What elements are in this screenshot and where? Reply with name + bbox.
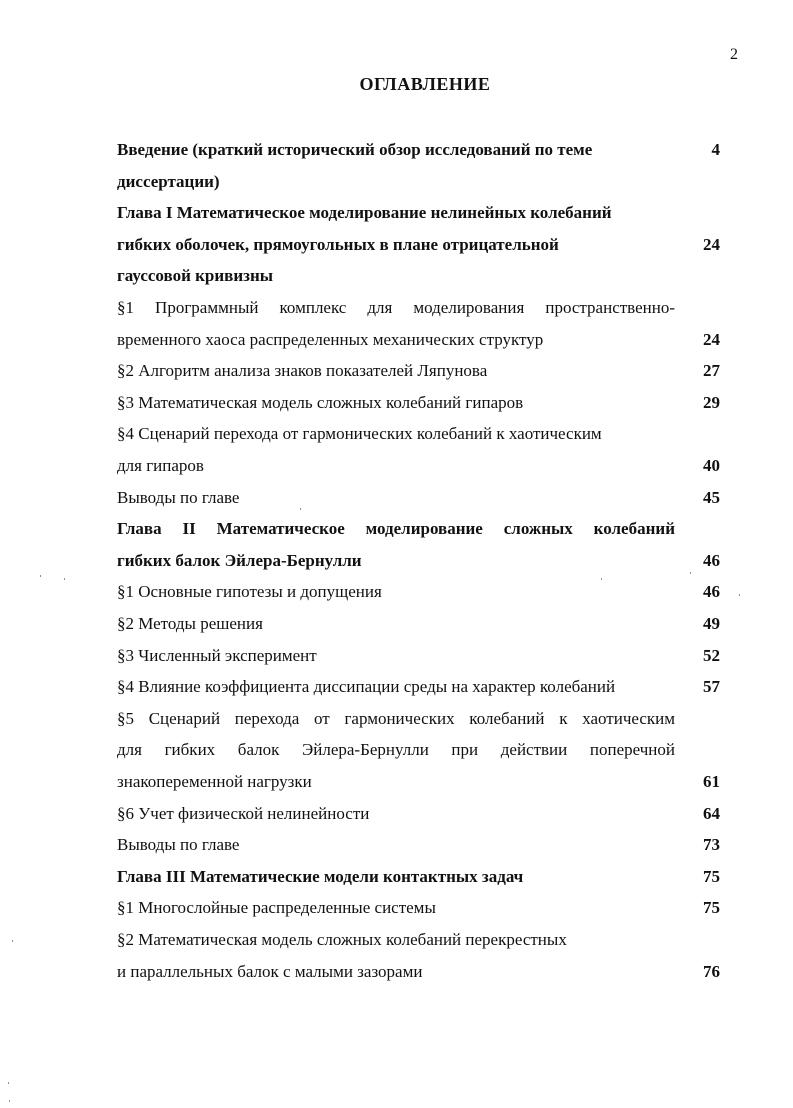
toc-entry-text: §6 Учет физической нелинейности [117, 804, 370, 823]
toc-entry-page-number: 76 [703, 962, 720, 981]
toc-entry-page-number: 61 [703, 772, 720, 791]
toc-entry-page-number: 46 [703, 551, 720, 570]
toc-entry-page-number: 73 [703, 835, 720, 854]
toc-entry-page-number: 4 [711, 140, 720, 159]
scan-speck [40, 575, 41, 577]
toc-entry-text: гауссовой кривизны [117, 266, 274, 285]
scan-speck [12, 940, 13, 942]
toc-entry-text: §2 Методы решения [117, 614, 263, 633]
toc-entry-text: временного хаоса распределенных механических структур [117, 330, 544, 349]
toc-entry-text: Выводы по главе [117, 488, 240, 507]
scan-speck [690, 572, 691, 574]
toc-entry-text: для гипаров [117, 456, 204, 475]
toc-entry-text: §3 Численный эксперимент [117, 646, 317, 665]
toc-entry-text: §5 Сценарий перехода от гармонических колебаний к хаотическим [117, 709, 675, 728]
toc-entry-page-number: 24 [703, 330, 720, 349]
toc-entry-page-number: 24 [703, 235, 720, 254]
toc-entry-text: §4 Сценарий перехода от гармонических колебаний к хаотическим [117, 424, 602, 443]
scan-speck [9, 1100, 10, 1102]
toc-entry-text: §1 Основные гипотезы и допущения [117, 582, 382, 601]
toc-entry-page-number: 75 [703, 867, 720, 886]
toc-entry-page-number: 29 [703, 393, 720, 412]
toc-entry-page-number: 52 [703, 646, 720, 665]
toc-entry-text: знакопеременной нагрузки [117, 772, 312, 791]
toc-entry-text: §3 Математическая модель сложных колебаний гипаров [117, 393, 524, 412]
page-title: ОГЛАВЛЕНИЕ [359, 74, 491, 94]
toc-entry-text: §2 Математическая модель сложных колебаний перекрестных [117, 930, 567, 949]
toc-entry-text: Глава I Математическое моделирование нелинейных колебаний [117, 203, 612, 222]
toc-entry-text: гибких оболочек, прямоугольных в плане отрицательной [117, 235, 559, 254]
toc-entry-text: Глава II Математическое моделирование сложных колебаний [117, 519, 675, 538]
toc-entry-text: для гибких балок Эйлера-Бернулли при действии поперечной [117, 740, 675, 759]
toc-entry-page-number: 49 [703, 614, 720, 633]
toc-entry-text: диссертации) [117, 172, 220, 191]
toc-entry-page-number: 27 [703, 361, 720, 380]
scan-speck [8, 1082, 9, 1084]
toc-entry-text: Введение (краткий исторический обзор исследований по теме [117, 140, 593, 159]
toc-entry-page-number: 64 [703, 804, 720, 823]
scan-speck [64, 578, 65, 580]
toc-entry-text: гибких балок Эйлера-Бернулли [117, 551, 362, 570]
toc-entry-text: Выводы по главе [117, 835, 240, 854]
toc-entry-text: Глава III Математические модели контактных задач [117, 867, 524, 886]
toc-entry-text: §2 Алгоритм анализа знаков показателей Ляпунова [117, 361, 488, 380]
toc-entry-page-number: 45 [703, 488, 720, 507]
scan-speck [300, 508, 301, 510]
toc-entry-page-number: 75 [703, 898, 720, 917]
toc-entry-text: §1 Программный комплекс для моделирования пространственно- [117, 298, 675, 317]
page-number: 2 [730, 46, 738, 63]
toc-entry-page-number: 57 [703, 677, 720, 696]
toc-entry-text: §1 Многослойные распределенные системы [117, 898, 436, 917]
scan-speck [601, 578, 602, 580]
toc-entry-page-number: 46 [703, 582, 720, 601]
toc-entry-text: §4 Влияние коэффициента диссипации среды на характер колебаний [117, 677, 616, 696]
scan-speck [739, 594, 740, 596]
toc-entry-text: и параллельных балок с малыми зазорами [117, 962, 423, 981]
toc-entry-page-number: 40 [703, 456, 720, 475]
